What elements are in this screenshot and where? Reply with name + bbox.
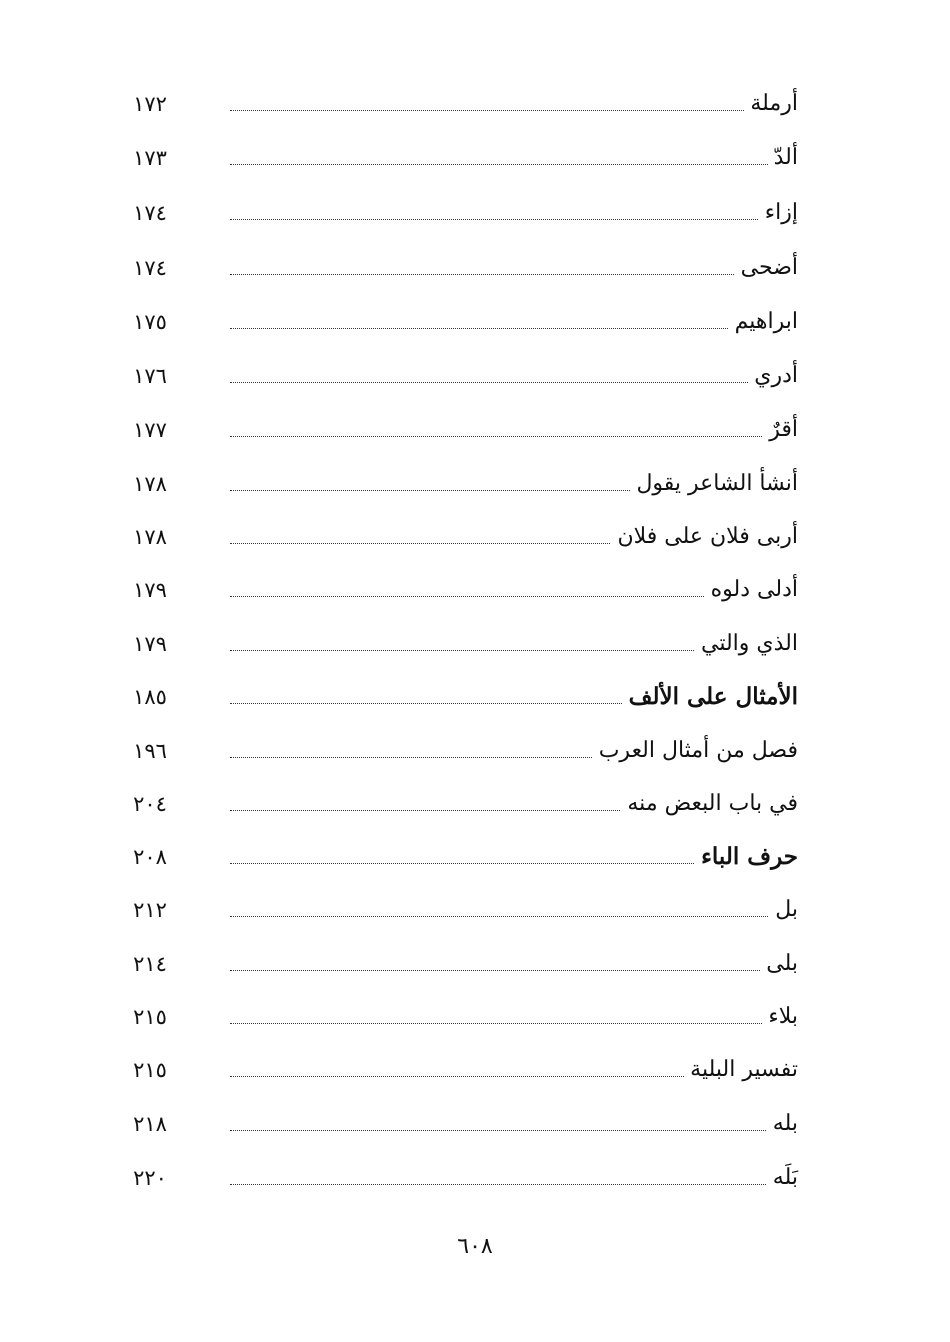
- entry-title: أدلى دلوه: [705, 570, 798, 610]
- entry-page-number: ١٩٦: [133, 739, 167, 763]
- dotted-leader: [230, 970, 798, 971]
- dotted-leader: [230, 1130, 798, 1131]
- entry-title: بله: [767, 1104, 798, 1144]
- toc-entry: [0, 1050, 950, 1090]
- dotted-leader: [230, 110, 798, 111]
- toc-entry: [0, 944, 950, 984]
- toc-entry: [0, 890, 950, 930]
- entry-page-number: ٢١٥: [133, 1058, 167, 1082]
- entry-title: الأمثال على الألف: [623, 677, 798, 717]
- entry-title: ابراهيم: [729, 302, 798, 342]
- entry-title: أدري: [748, 356, 798, 396]
- toc-entry: [0, 624, 950, 664]
- entry-page-number: ١٧٥: [133, 310, 167, 334]
- toc-entry: [0, 731, 950, 771]
- entry-page-number: ١٧٤: [133, 201, 167, 225]
- entry-title: بل: [769, 890, 798, 930]
- dotted-leader: [230, 382, 798, 383]
- entry-title: الذي والتي: [695, 624, 798, 664]
- toc-entry: [0, 84, 950, 124]
- entry-page-number: ١٧٩: [133, 632, 167, 656]
- toc-entry: [0, 1104, 950, 1144]
- dotted-leader: [230, 1023, 798, 1024]
- toc-entry: [0, 997, 950, 1037]
- entry-page-number: ١٧٣: [133, 146, 167, 170]
- toc-entry: [0, 302, 950, 342]
- entry-title: في باب البعض منه: [621, 784, 798, 824]
- entry-title: فصل من أمثال العرب: [593, 731, 798, 771]
- toc-entry: [0, 570, 950, 610]
- entry-title: تفسير البلية: [684, 1050, 798, 1090]
- entry-page-number: ١٧٩: [133, 578, 167, 602]
- dotted-leader: [230, 916, 798, 917]
- entry-page-number: ٢٢٠: [133, 1166, 167, 1190]
- entry-page-number: ٢٠٤: [133, 792, 167, 816]
- entry-page-number: ١٧٤: [133, 256, 167, 280]
- entry-title: أربى فلان على فلان: [611, 517, 798, 557]
- toc-entry: [0, 784, 950, 824]
- entry-page-number: ٢١٤: [133, 952, 167, 976]
- entry-title: بلى: [760, 944, 798, 984]
- entry-page-number: ١٧٧: [133, 418, 167, 442]
- entry-title: أنشأ الشاعر يقول: [630, 464, 798, 504]
- page-number: ٦٠٨: [457, 1234, 493, 1259]
- entry-title: أرملة: [744, 84, 798, 124]
- toc-entry: [0, 248, 950, 288]
- toc-entry: [0, 464, 950, 504]
- toc-entry: [0, 1158, 950, 1198]
- entry-page-number: ٢١٥: [133, 1005, 167, 1029]
- dotted-leader: [230, 164, 798, 165]
- toc-heading-entry: [0, 837, 950, 877]
- entry-page-number: ١٧٢: [133, 92, 167, 116]
- dotted-leader: [230, 436, 798, 437]
- toc-entry: [0, 356, 950, 396]
- dotted-leader: [230, 274, 798, 275]
- entry-page-number: ١٨٥: [133, 685, 167, 709]
- toc-entry: [0, 517, 950, 557]
- entry-page-number: ١٧٨: [133, 525, 167, 549]
- toc-entry: [0, 138, 950, 178]
- entry-title: بلاء: [762, 997, 798, 1037]
- entry-title: حرف الباء: [695, 837, 798, 877]
- entry-title: ألدّ: [768, 138, 798, 178]
- entry-page-number: ٢١٨: [133, 1112, 167, 1136]
- toc-entry: [0, 193, 950, 233]
- entry-page-number: ٢٠٨: [133, 845, 167, 869]
- entry-title: إزاء: [759, 193, 798, 233]
- entry-title: أضحى: [735, 248, 798, 288]
- toc-heading-entry: [0, 677, 950, 717]
- entry-page-number: ١٧٦: [133, 364, 167, 388]
- toc-entry: [0, 410, 950, 450]
- entry-title: بَلَه: [767, 1158, 798, 1198]
- dotted-leader: [230, 219, 798, 220]
- dotted-leader: [230, 1184, 798, 1185]
- dotted-leader: [230, 328, 798, 329]
- entry-page-number: ١٧٨: [133, 472, 167, 496]
- entry-title: أقرٌ: [763, 410, 798, 450]
- entry-page-number: ٢١٢: [133, 898, 167, 922]
